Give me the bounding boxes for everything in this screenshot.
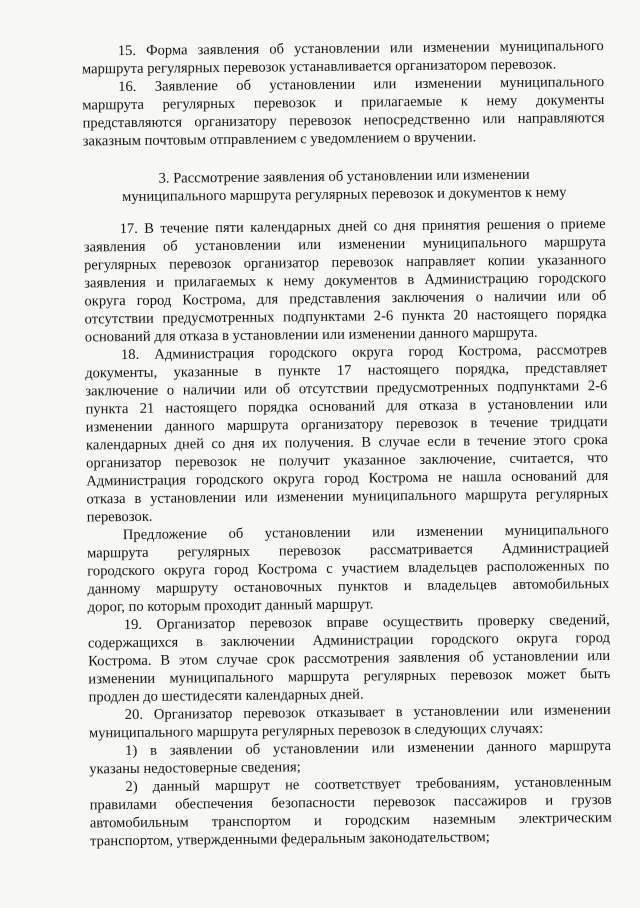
paragraph-18-line-8: Администрация городского округа город Кострома не нашла оснований для [86,467,609,490]
paragraph-17-line-3: регулярных перевозок организатор перевозок направляет копии указанного [83,251,607,274]
paragraph-18-line-9: отказа в установлении или изменении муниципального маршрута регулярных [86,485,609,508]
paragraph-17-line-2: заявления об установлении или изменении муниципального маршрута [83,233,606,256]
paragraph-proposal-line-1: Предложение об установлении или изменении муниципального [122,521,609,544]
paragraph-16-line-2: маршрута регулярных перевозок и прилагаемые к нему документы [82,92,605,114]
paragraph-19-line-4: изменении муниципального маршрута регулярных перевозок может быть [88,665,611,688]
paragraph-19-line-5: продлен до шестидесяти календарных дней. [88,686,364,706]
paragraph-17-line-5: округа город Кострома, для представления заключения о наличии или об [84,287,607,310]
paragraph-16-line-4: заказным почтовым отправлением с уведомлением о вручении. [82,129,477,150]
paragraph-19-line-2: содержащихся в заключении Администрации городского округа город [87,629,611,652]
paragraph-proposal-line-3: городского округа город Кострома с участием владельцев расположенных по [87,557,610,580]
item-2-line-3: автомобильным транспортом и городским наземным электрическим [89,809,612,832]
paragraph-20-line-2: муниципального маршрута регулярных перевозок в следующих случаях: [88,720,544,742]
paragraph-18-line-4: пункта 21 настоящего порядка оснований для отказа в установлении или [85,395,608,418]
paragraph-15-line-2: маршрута регулярных перевозок устанавливается организатором перевозок. [81,56,557,78]
paragraph-17-line-1: 17. В течение пяти календарных дней со дня принятия решения о приеме [119,215,606,238]
paragraph-18-line-6: календарных дней со дня их получения. В случае если в течение этого срока [85,431,608,454]
section-heading-line-1: 3. Рассмотрение заявления об установлении или изменении [158,166,530,187]
paragraph-18-line-5: изменении данного маршрута организатору перевозок в течение тридцати [85,413,608,436]
paragraph-proposal-line-5: дорог, по которым проходит данный маршрут. [87,596,374,616]
item-1-line-2: указаны недостоверные сведения; [89,759,301,778]
paragraph-16-line-1: 16. Заявление об установлении или изменении муниципального [118,74,605,96]
section-heading-line-2: муниципального маршрута регулярных перевозок и документов к нему [122,184,567,206]
item-2-line-1: 2) данный маршрут не соответствует требованиям, установленным [125,773,612,796]
paragraph-19-line-3: Кострома. В этом случае срок рассмотрения заявления об установлении или [88,647,611,670]
paragraph-18-line-2: документы, указанные в пункте 17 настоящего порядка, представляет [85,359,608,382]
paragraph-17-line-6: отсутствии предусмотренных подпунктами 2-6 пункта 20 настоящего порядка [84,305,607,328]
paragraph-15-line-1: 15. Форма заявления об установлении или изменении муниципального [117,38,604,60]
item-1-line-1: 1) в заявлении об установлении или изменении данного маршрута [125,737,612,760]
paragraph-18-line-7: организатор перевозок не получит указанное заключение, считается, что [86,449,609,472]
paragraph-16-line-3: представляются организатору перевозок непосредственно или направляются [82,110,605,132]
paragraph-17-line-4: заявления и прилагаемых к нему документов в Администрацию городского [84,269,607,292]
paragraph-17-line-7: оснований для отказа в установлении или изменении данного маршрута. [84,324,538,346]
paragraph-proposal-line-4: данному маршруту остановочных пунктов и владельцев автомобильных [87,575,610,598]
paragraph-19-line-1: 19. Организатор перевозок вправе осуществить проверку сведений, [123,611,610,634]
paragraph-18-line-1: 18. Администрация городского округа город Кострома, рассмотрев [120,341,608,364]
item-2-line-4: транспортом, утвержденными федеральным законодательством; [89,829,490,850]
paragraph-18-line-3: заключение о наличии или об отсутствии предусмотренных подпунктами 2-6 [85,377,608,400]
paragraph-18-line-10: перевозок. [86,508,153,526]
paragraph-20-line-1: 20. Организатор перевозок отказывает в установлении или изменении [124,701,611,724]
paragraph-proposal-line-2: маршрута регулярных перевозок рассматривается Администрацией [86,539,610,562]
item-2-line-2: правилами обеспечения безопасности перевозок пассажиров и грузов [89,791,612,814]
